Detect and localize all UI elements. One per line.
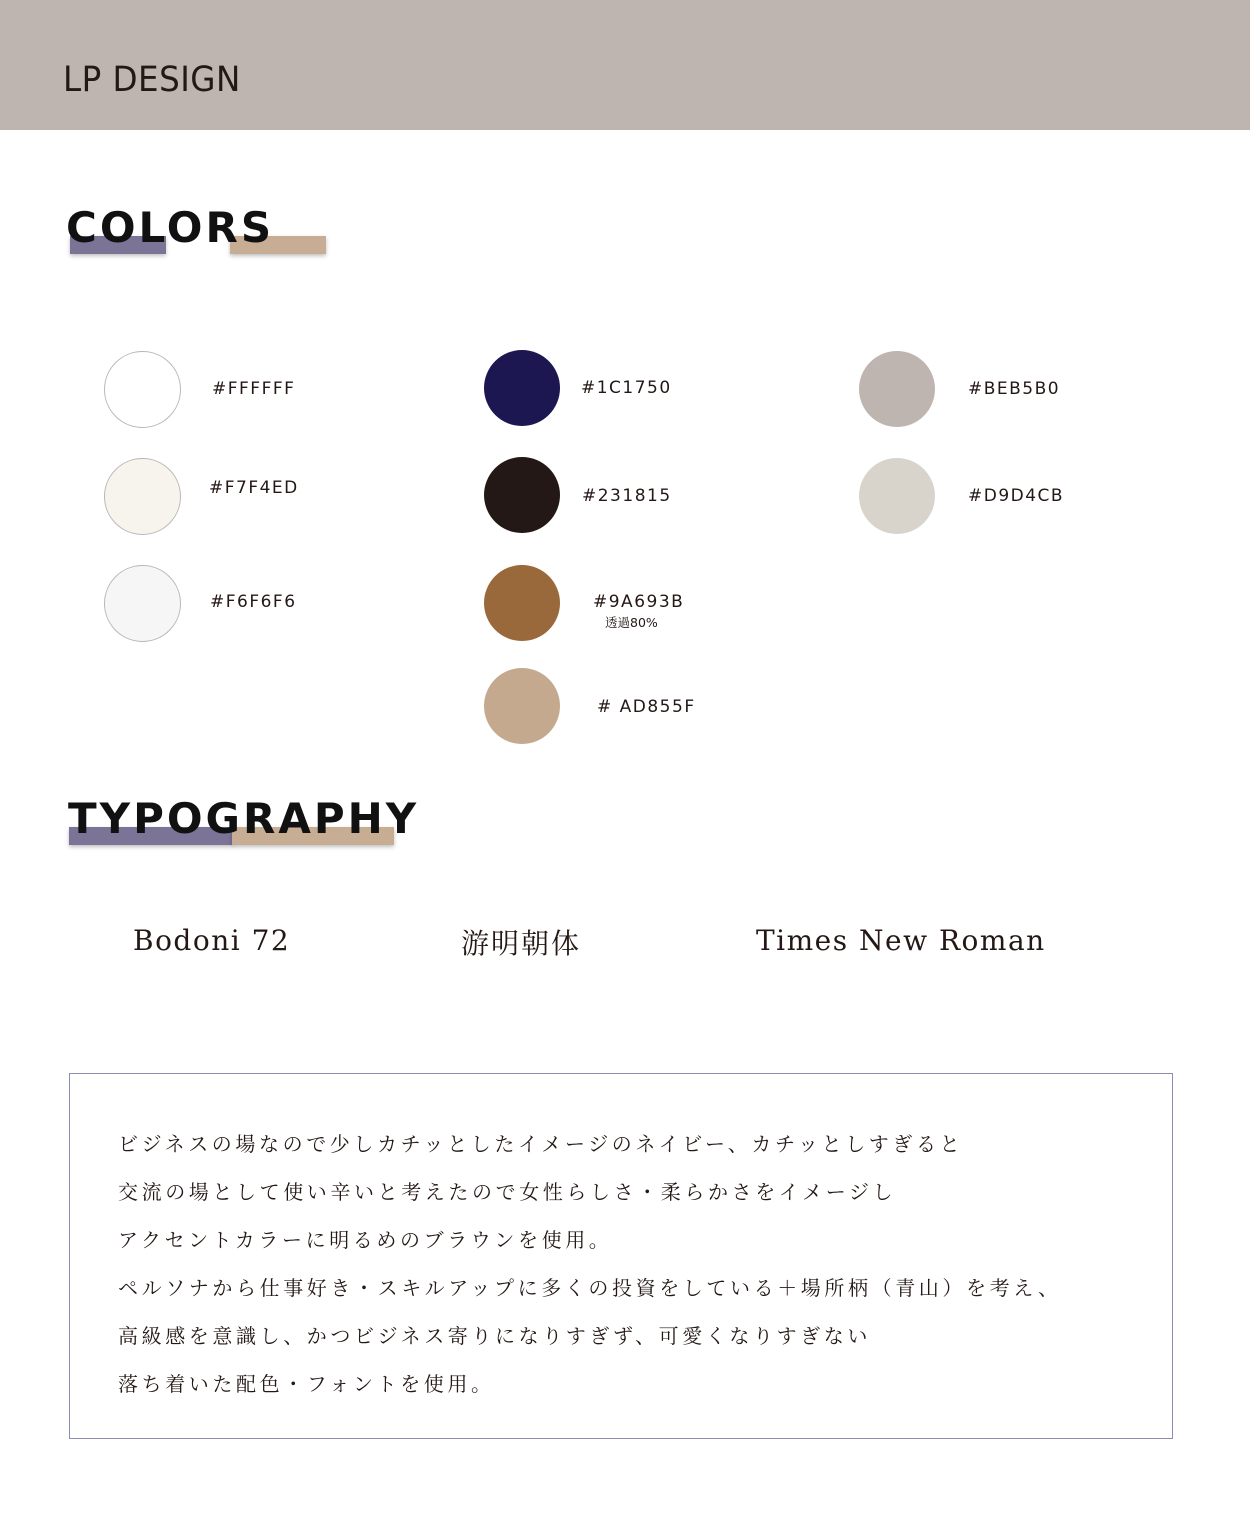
description-line: ビジネスの場なので少しカチッとしたイメージのネイビー、カチッとしすぎると: [118, 1132, 964, 1156]
swatch-label: #D9D4CB: [968, 486, 1065, 506]
swatch-label: #1C1750: [581, 378, 672, 398]
colors-heading: [66, 203, 275, 264]
description-line: ペルソナから仕事好き・スキルアップに多くの投資をしている＋場所柄（青山）を考え、: [118, 1276, 1062, 1300]
swatch-ffffff: [104, 351, 181, 428]
swatch-label: #FFFFFF: [212, 379, 296, 399]
header-bar: [0, 0, 1250, 130]
swatch-label: #F6F6F6: [210, 592, 297, 612]
swatch-ad855f: [484, 668, 560, 744]
description-line: 落ち着いた配色・フォントを使用。: [118, 1372, 495, 1396]
description-box: [69, 1073, 1173, 1439]
swatch-beb5b0: [859, 351, 935, 427]
page-title: LP DESIGN: [63, 60, 241, 100]
swatch-label: #231815: [582, 486, 672, 506]
swatch-label: #F7F4ED: [209, 478, 299, 498]
swatch-label: #BEB5B0: [968, 379, 1061, 399]
font-sample-times: Times New Roman: [756, 924, 1046, 957]
swatch-note: 透過80%: [605, 615, 658, 630]
swatch-d9d4cb: [859, 458, 935, 534]
colors-heading-text: COLORS: [66, 203, 275, 252]
swatch-label: #9A693B: [593, 592, 685, 612]
swatch-1c1750: [484, 350, 560, 426]
swatch-label: # AD855F: [597, 697, 696, 717]
swatch-f7f4ed: [104, 458, 181, 535]
swatch-f6f6f6: [104, 565, 181, 642]
description-line: 高級感を意識し、かつビジネス寄りになりすぎず、可愛くなりすぎない: [118, 1324, 871, 1348]
swatch-9a693b: [484, 565, 560, 641]
typography-heading-text: TYPOGRAPHY: [68, 794, 420, 843]
typography-heading: [68, 794, 420, 855]
swatch-231815: [484, 457, 560, 533]
font-sample-yu-mincho: 游明朝体: [461, 927, 582, 960]
description-line: アクセントカラーに明るめのブラウンを使用。: [118, 1228, 613, 1252]
description-line: 交流の場として使い辛いと考えたので女性らしさ・柔らかさをイメージし: [118, 1180, 897, 1204]
font-sample-bodoni: Bodoni 72: [133, 924, 291, 957]
